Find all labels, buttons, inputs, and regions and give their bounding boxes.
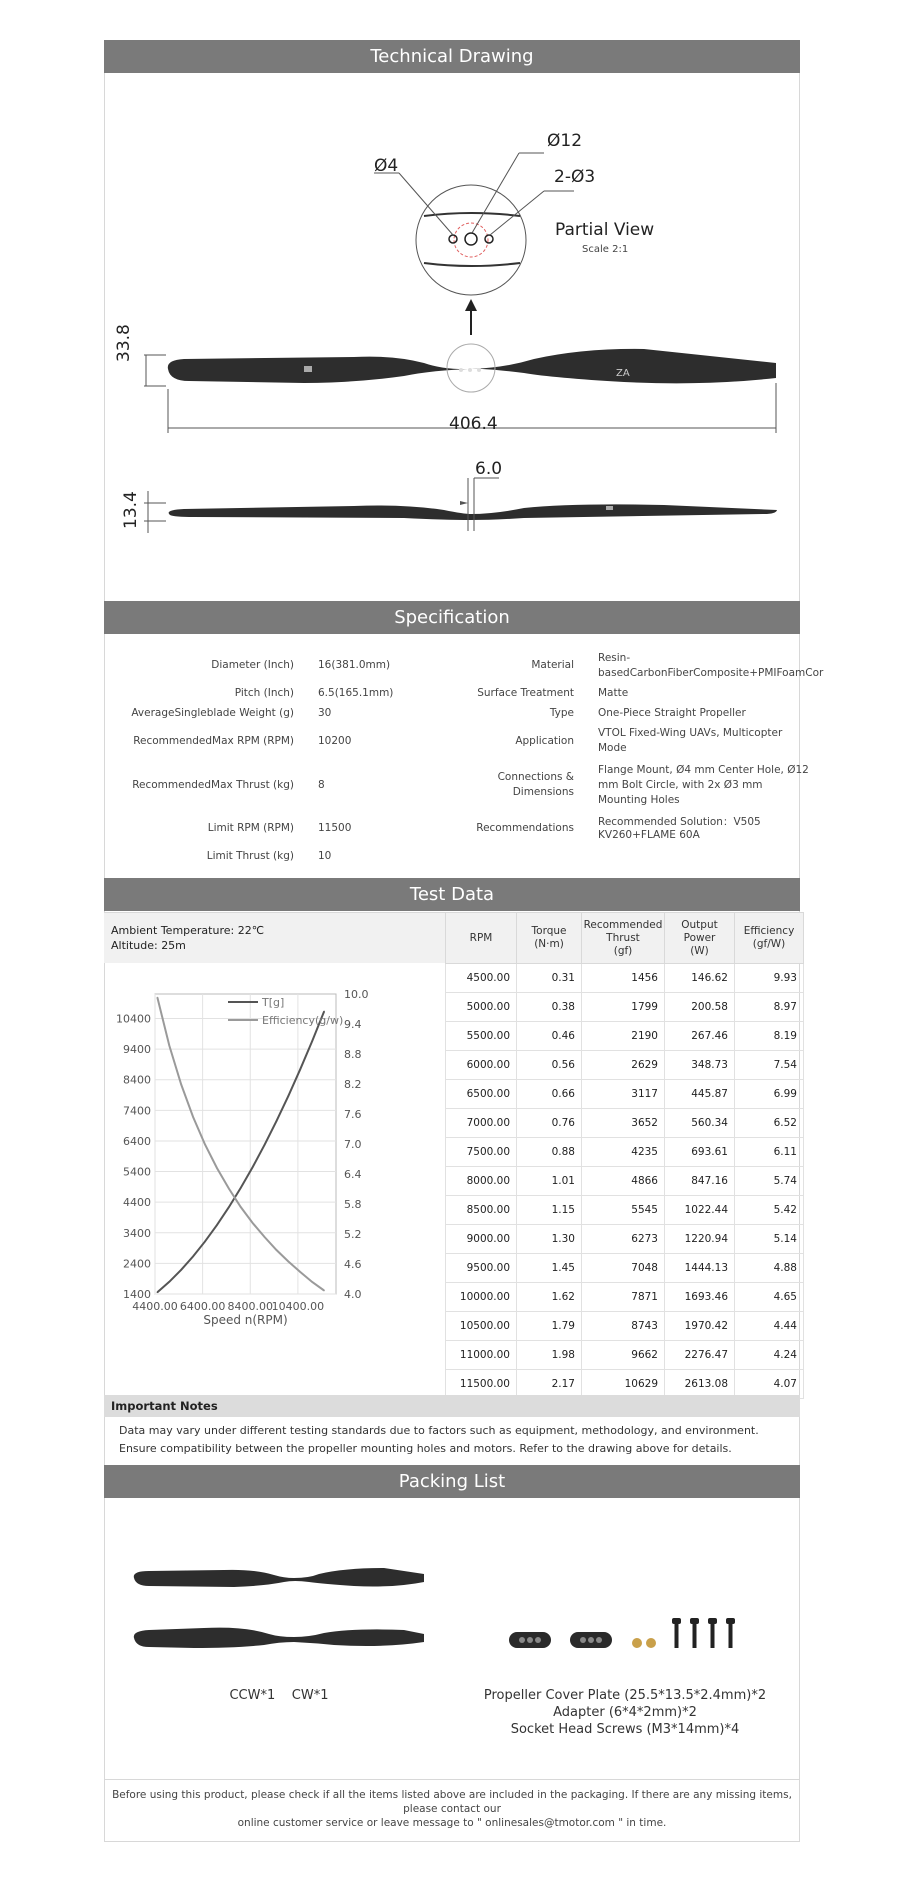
footer-notice — [104, 1788, 800, 1830]
dim-hub: 6.0 — [475, 459, 503, 479]
spec-value: mm Bolt Circle, with 2x Ø3 mm — [598, 779, 763, 791]
table-cell: 1456 — [582, 964, 665, 993]
spec-value: 16(381.0mm) — [318, 659, 391, 671]
table-cell: 9662 — [582, 1341, 665, 1370]
spec-value: Mounting Holes — [598, 794, 680, 806]
spec-value: 10 — [318, 850, 332, 862]
data-point — [228, 1188, 230, 1190]
spec-label: Connections & — [497, 771, 574, 783]
data-point — [228, 1206, 230, 1208]
table-cell: 1.15 — [517, 1196, 582, 1225]
table-cell: 693.61 — [665, 1138, 735, 1167]
table-cell: 5.74 — [735, 1167, 804, 1196]
x-tick-label: 6400.00 — [179, 1300, 226, 1313]
table-cell: 8743 — [582, 1312, 665, 1341]
test-data-body — [446, 964, 804, 1399]
spec-value: 11500 — [318, 822, 352, 834]
y-left-tick-label: 2400 — [123, 1257, 151, 1271]
data-point — [157, 1291, 159, 1293]
y-right-tick-label: 9.4 — [344, 1018, 362, 1031]
data-point — [168, 1045, 170, 1047]
table-row — [446, 1225, 804, 1254]
table-cell: 1444.13 — [665, 1254, 735, 1283]
table-cell: 348.73 — [665, 1051, 735, 1080]
y-left-tick-label: 7400 — [123, 1104, 151, 1118]
table-cell: 5.42 — [735, 1196, 804, 1225]
table-cell: 10500.00 — [446, 1312, 517, 1341]
spec-value: Flange Mount, Ø4 mm Center Hole, Ø12 — [598, 764, 809, 776]
spec-label: Recommendations — [476, 822, 574, 834]
table-cell: 4.44 — [735, 1312, 804, 1341]
table-cell: 4.65 — [735, 1283, 804, 1312]
data-point — [311, 1040, 313, 1042]
table-cell: 5500.00 — [446, 1022, 517, 1051]
table-cell: 1799 — [582, 993, 665, 1022]
y-left-tick-label: 5400 — [123, 1165, 151, 1179]
table-cell: 2190 — [582, 1022, 665, 1051]
section-specification: Specification — [104, 601, 800, 634]
table-cell: 10629 — [582, 1370, 665, 1399]
table-cell: 6273 — [582, 1225, 665, 1254]
spec-value: Recommended Solution：V505 — [598, 816, 761, 828]
data-point — [311, 1281, 313, 1283]
data-point — [216, 1224, 218, 1226]
table-cell: 200.58 — [665, 993, 735, 1022]
spec-value: 6.5(165.1mm) — [318, 687, 394, 699]
table-row — [446, 1138, 804, 1167]
x-tick-label: 4400.00 — [132, 1300, 178, 1313]
table-cell: 6.11 — [735, 1138, 804, 1167]
table-cell: 6500.00 — [446, 1080, 517, 1109]
table-cell: 1970.42 — [665, 1312, 735, 1341]
x-axis-label: Speed n(RPM) — [203, 1313, 288, 1327]
table-cell: 560.34 — [665, 1109, 735, 1138]
propeller-top-view — [168, 349, 776, 383]
screws-image — [672, 1618, 735, 1648]
y-left-tick-label: 10400 — [116, 1012, 151, 1026]
spec-value: VTOL Fixed-Wing UAVs, Multicopter — [598, 727, 783, 739]
y-left-tick-label: 1400 — [123, 1288, 151, 1301]
technical-drawing — [104, 73, 800, 603]
y-left-tick-label: 6400 — [123, 1134, 151, 1148]
data-point — [192, 1116, 194, 1118]
data-point — [252, 1166, 254, 1168]
label-d12: Ø12 — [547, 131, 583, 151]
packing-items — [104, 1498, 800, 1698]
data-point — [288, 1261, 290, 1263]
footer-line-1: Before using this product, please check if all the items listed above are included in the packaging. If there are any missing items, please contact our — [112, 1789, 792, 1815]
spec-value: 30 — [318, 707, 332, 719]
footer-line-2: online customer service or leave message to " onlinesales@tmotor.com " in time. — [237, 1817, 667, 1829]
y-right-tick-label: 8.8 — [344, 1048, 362, 1061]
table-cell: 6.52 — [735, 1109, 804, 1138]
adapter-image — [632, 1638, 642, 1648]
table-cell: 0.66 — [517, 1080, 582, 1109]
spec-label: RecommendedMax RPM (RPM) — [133, 735, 294, 747]
spec-value: 10200 — [318, 735, 352, 747]
table-row — [446, 1022, 804, 1051]
ambient-info — [104, 912, 445, 963]
spec-label: Type — [549, 707, 574, 719]
table-cell: 0.46 — [517, 1022, 582, 1051]
dim-thickness: 13.4 — [121, 491, 141, 529]
table-cell: 1.30 — [517, 1225, 582, 1254]
table-cell: 10000.00 — [446, 1283, 517, 1312]
table-cell: 9000.00 — [446, 1225, 517, 1254]
svg-text:ZA: ZA — [616, 368, 630, 379]
spec-label: Application — [515, 735, 574, 747]
dim-length: 406.4 — [449, 414, 498, 434]
table-cell: 8.97 — [735, 993, 804, 1022]
col-header-efficiency: Efficiency (gf/W) — [735, 913, 804, 964]
data-point — [180, 1269, 182, 1271]
table-cell: 1.79 — [517, 1312, 582, 1341]
spec-value: basedCarbonFiberComposite+PMIFoamCor — [598, 667, 824, 679]
data-point — [323, 1011, 325, 1013]
table-cell: 7048 — [582, 1254, 665, 1283]
table-cell: 7.54 — [735, 1051, 804, 1080]
table-cell: 5545 — [582, 1196, 665, 1225]
table-cell: 8500.00 — [446, 1196, 517, 1225]
table-row — [446, 1283, 804, 1312]
col-header-thrust: Recommended Thrust (gf) — [582, 913, 665, 964]
table-cell: 5000.00 — [446, 993, 517, 1022]
propeller-side-view — [169, 504, 777, 520]
table-cell: 445.87 — [665, 1080, 735, 1109]
data-point — [180, 1084, 182, 1086]
table-cell: 9500.00 — [446, 1254, 517, 1283]
spec-value: 8 — [318, 779, 325, 791]
table-cell: 0.31 — [517, 964, 582, 993]
adapter-image — [646, 1638, 656, 1648]
y-right-tick-label: 8.2 — [344, 1078, 362, 1091]
spec-label: Limit Thrust (kg) — [206, 850, 294, 862]
section-technical-drawing: Technical Drawing — [104, 40, 800, 73]
y-right-tick-label: 5.2 — [344, 1228, 362, 1241]
note-line-2: Ensure compatibility between the propeller mounting holes and motors. Refer to the drawing above for details. — [119, 1442, 732, 1455]
data-point — [252, 1222, 254, 1224]
spec-value: Matte — [598, 687, 629, 699]
data-point — [192, 1256, 194, 1258]
table-row — [446, 964, 804, 993]
section-packing-list: Packing List — [104, 1465, 800, 1498]
label-d4: Ø4 — [374, 156, 399, 176]
propeller-ccw-image — [134, 1568, 424, 1587]
partial-view-label: Partial View — [555, 220, 655, 240]
table-cell: 1693.46 — [665, 1283, 735, 1312]
table-cell: 1.45 — [517, 1254, 582, 1283]
data-point — [157, 997, 159, 999]
spec-value: Mode — [598, 742, 627, 754]
table-cell: 5.14 — [735, 1225, 804, 1254]
legend-entry: Efficiency(g/w) — [262, 1014, 344, 1027]
data-point — [204, 1144, 206, 1146]
table-row — [446, 1254, 804, 1283]
data-point — [288, 1095, 290, 1097]
table-cell: 11500.00 — [446, 1370, 517, 1399]
table-cell: 1.01 — [517, 1167, 582, 1196]
table-cell: 0.38 — [517, 993, 582, 1022]
y-left-tick-label: 4400 — [123, 1196, 151, 1210]
packing-screws: Socket Head Screws (M3*14mm)*4 — [510, 1722, 740, 1737]
spec-label: Surface Treatment — [477, 687, 574, 699]
table-cell: 1022.44 — [665, 1196, 735, 1225]
test-data-table — [445, 912, 804, 1399]
note-line-1: Data may vary under different testing standards due to factors such as equipment, methodology, and environment. — [119, 1424, 759, 1437]
table-cell: 7000.00 — [446, 1109, 517, 1138]
table-cell: 6000.00 — [446, 1051, 517, 1080]
test-data-chart — [104, 962, 445, 1395]
table-cell: 4235 — [582, 1138, 665, 1167]
altitude: Altitude: 25m — [111, 939, 186, 952]
table-row — [446, 1341, 804, 1370]
table-cell: 1.98 — [517, 1341, 582, 1370]
table-cell: 8000.00 — [446, 1167, 517, 1196]
data-point — [276, 1249, 278, 1251]
table-cell: 267.46 — [665, 1022, 735, 1051]
table-cell: 1220.94 — [665, 1225, 735, 1254]
data-point — [168, 1281, 170, 1283]
table-row — [446, 1312, 804, 1341]
data-point — [204, 1241, 206, 1243]
propeller-cw-image — [134, 1628, 424, 1648]
table-cell: 0.88 — [517, 1138, 582, 1167]
y-right-tick-label: 4.0 — [344, 1288, 362, 1301]
scale-label: Scale 2:1 — [582, 244, 629, 255]
table-cell: 7871 — [582, 1283, 665, 1312]
chart-plot-area — [155, 994, 336, 1294]
table-row — [446, 1167, 804, 1196]
col-header-power: Output Power (W) — [665, 913, 735, 964]
spec-label: Diameter (Inch) — [211, 659, 294, 671]
spec-value: Resin- — [598, 652, 631, 664]
y-left-tick-label: 9400 — [123, 1043, 151, 1057]
spec-value: One-Piece Straight Propeller — [598, 707, 746, 719]
x-tick-label: 8400.00 — [227, 1300, 274, 1313]
data-point — [264, 1236, 266, 1238]
section-test-data: Test Data — [104, 878, 800, 911]
y-right-tick-label: 4.6 — [344, 1258, 362, 1271]
table-cell: 1.62 — [517, 1283, 582, 1312]
data-point — [240, 1206, 242, 1208]
data-point — [299, 1068, 301, 1070]
spec-label: Material — [531, 659, 574, 671]
table-cell: 847.16 — [665, 1167, 735, 1196]
table-cell: 2613.08 — [665, 1370, 735, 1399]
y-right-tick-label: 6.4 — [344, 1168, 362, 1181]
data-point — [240, 1187, 242, 1189]
table-cell: 4.88 — [735, 1254, 804, 1283]
dim-height: 33.8 — [114, 324, 134, 362]
label-2d3: 2-Ø3 — [554, 167, 596, 187]
table-cell: 7500.00 — [446, 1138, 517, 1167]
partial-view-circle — [416, 185, 526, 295]
spec-label: RecommendedMax Thrust (kg) — [132, 779, 294, 791]
table-row — [446, 993, 804, 1022]
important-notes-header: Important Notes — [104, 1395, 800, 1417]
table-cell: 0.56 — [517, 1051, 582, 1080]
y-left-tick-label: 8400 — [123, 1073, 151, 1087]
table-cell: 8.19 — [735, 1022, 804, 1051]
table-cell: 3652 — [582, 1109, 665, 1138]
spec-label: Limit RPM (RPM) — [207, 822, 294, 834]
table-cell: 4500.00 — [446, 964, 517, 993]
x-tick-label: 10400.00 — [271, 1300, 325, 1313]
table-cell: 4866 — [582, 1167, 665, 1196]
spec-value: KV260+FLAME 60A — [598, 829, 700, 841]
table-row — [446, 1196, 804, 1225]
table-row — [446, 1109, 804, 1138]
col-header-torque: Torque (N·m) — [517, 913, 582, 964]
table-cell: 2629 — [582, 1051, 665, 1080]
spec-label: Pitch (Inch) — [234, 687, 294, 699]
legend-entry: T[g] — [262, 996, 285, 1009]
table-cell: 3117 — [582, 1080, 665, 1109]
y-right-tick-label: 7.6 — [344, 1108, 362, 1121]
table-row — [446, 1051, 804, 1080]
packing-adapter: Adapter (6*4*2mm)*2 — [553, 1705, 697, 1720]
data-point — [276, 1120, 278, 1122]
table-cell: 11000.00 — [446, 1341, 517, 1370]
table-cell: 9.93 — [735, 964, 804, 993]
y-right-tick-label: 5.8 — [344, 1198, 362, 1211]
table-cell: 146.62 — [665, 964, 735, 993]
table-row — [446, 1080, 804, 1109]
data-point — [323, 1290, 325, 1292]
data-point — [299, 1271, 301, 1273]
y-right-tick-label: 10.0 — [344, 988, 369, 1001]
data-point — [216, 1167, 218, 1169]
y-left-tick-label: 3400 — [123, 1226, 151, 1240]
col-header-rpm: RPM — [446, 913, 517, 964]
table-cell: 0.76 — [517, 1109, 582, 1138]
packing-cover-plate: Propeller Cover Plate (25.5*13.5*2.4mm)*2 — [483, 1688, 767, 1703]
table-cell: 4.07 — [735, 1370, 804, 1399]
table-cell: 2276.47 — [665, 1341, 735, 1370]
spec-label: Dimensions — [512, 786, 574, 798]
table-cell: 4.24 — [735, 1341, 804, 1370]
footer-divider — [104, 1779, 800, 1780]
table-cell: 2.17 — [517, 1370, 582, 1399]
spec-label: AverageSingleblade Weight (g) — [131, 707, 294, 719]
packing-propellers: CCW*1 CW*1 — [229, 1688, 329, 1703]
y-right-tick-label: 7.0 — [344, 1138, 362, 1151]
data-point — [264, 1144, 266, 1146]
ambient-temperature: Ambient Temperature: 22℃ — [111, 924, 265, 937]
table-cell: 6.99 — [735, 1080, 804, 1109]
